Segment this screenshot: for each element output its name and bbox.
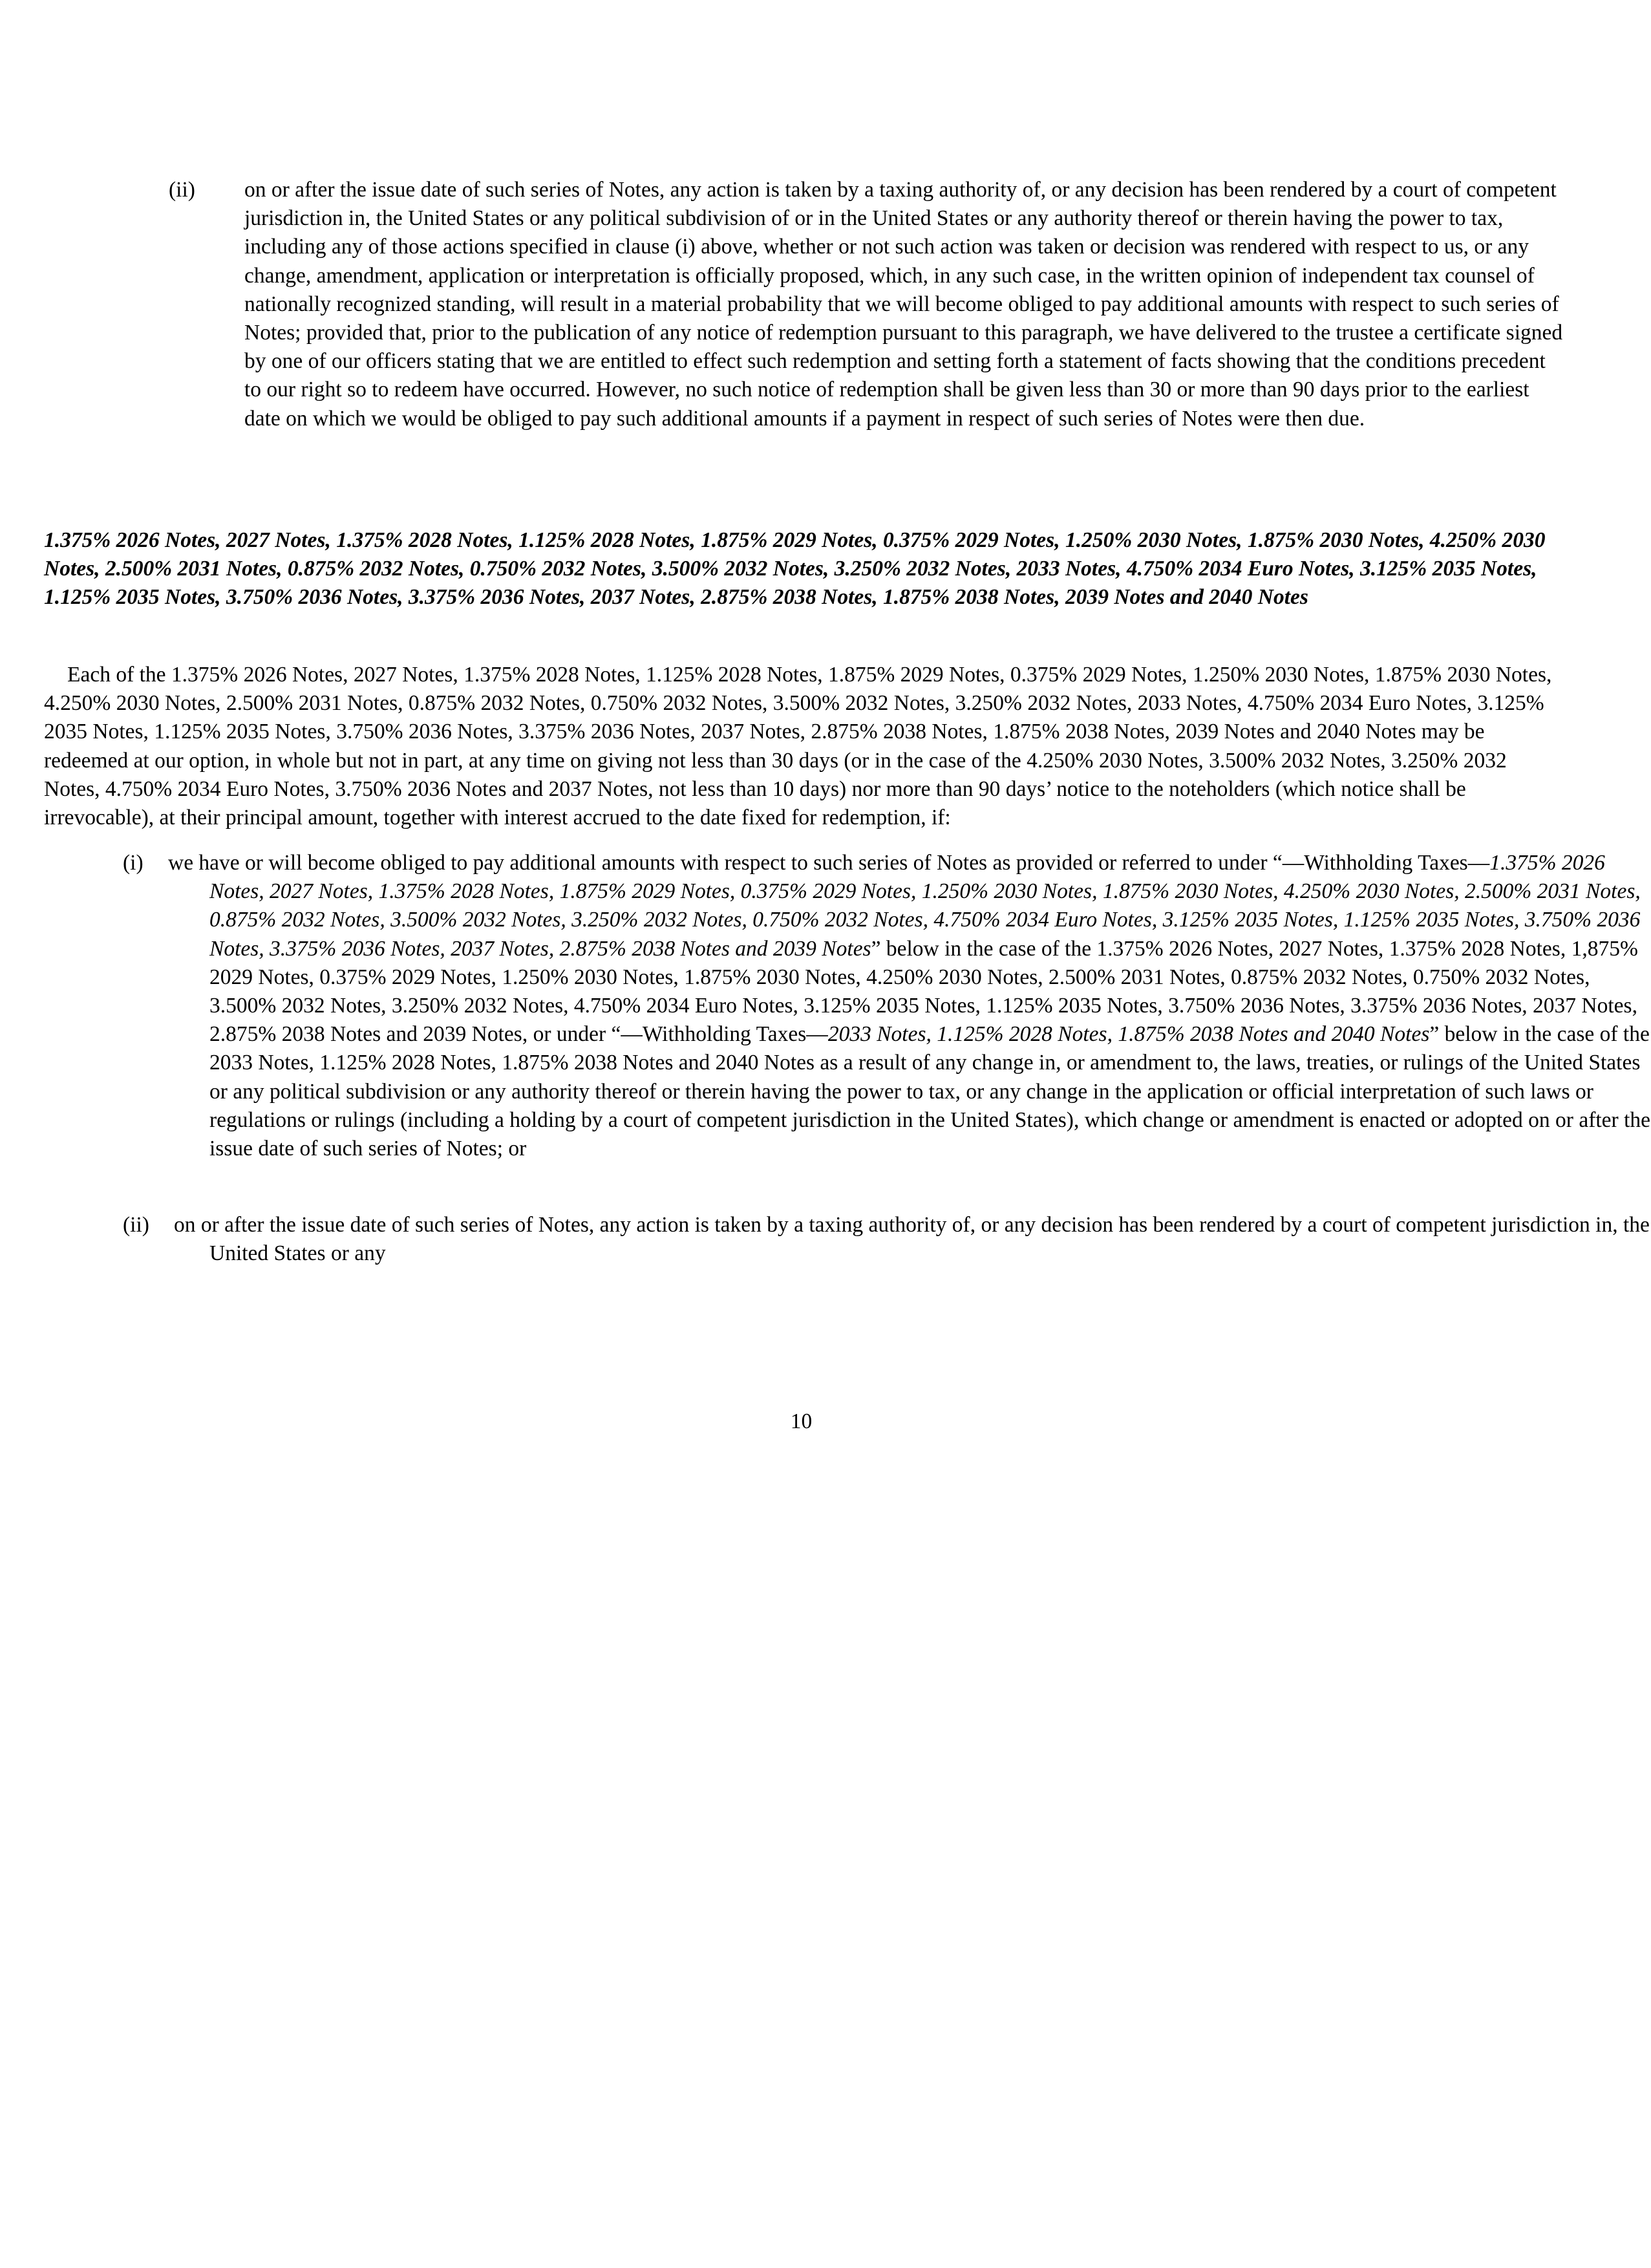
list-text-italic: 2033 Notes, 1.125% 2028 Notes, 1.875% 2038 Notes and 2040 Notes [827, 1022, 1430, 1047]
redemption-paragraph: Each of the 1.375% 2026 Notes, 2027 Notes, 1.375% 2028 Notes, 1.125% 2028 Notes, 1.875% 2029 Notes, 0.375% 2029 Notes, 1.250% 2030 Notes, 1.875% 2030 Notes, 4.250% 2030 Notes, 2.500% 2031 Notes, 0.875% 2032 Notes, 0.750% 2032 Notes, 3.500% 2032 Notes, 3.250% 2032 Notes, 2033 Notes, 4.750% 2034 Euro Notes, 3.125% 2035 Notes, 1.125% 2035 Notes, 3.750% 2036 Notes, 3.375% 2036 Notes, 2037 Notes, 2.875% 2038 Notes, 1.875% 2038 Notes, 2039 Notes and 2040 Notes may be redeemed at our option, in whole but not in part, at any time on giving not less than 30 days (or in the case of the 4.250% 2030 Notes, 3.500% 2032 Notes, 3.250% 2032 Notes, 4.750% 2034 Euro Notes, 3.750% 2036 Notes and 2037 Notes, not less than 10 days) nor more than 90 days’ notice to the noteholders (which notice shall be irrevocable), at their principal amount, together with interest accrued to the date fixed for redemption, if: [44, 663, 1552, 830]
page-number: 10 [790, 1409, 813, 1433]
list-item-i [123, 849, 1651, 1163]
section-heading: 1.375% 2026 Notes, 2027 Notes, 1.375% 2028 Notes, 1.125% 2028 Notes, 1.875% 2029 Notes, 0.375% 2029 Notes, 1.250% 2030 Notes, 1.875% 2030 Notes, 4.250% 2030 Notes, 2.500% 2031 Notes, 0.875% 2032 Notes, 0.750% 2032 Notes, 3.500% 2032 Notes, 3.250% 2032 Notes, 2033 Notes, 4.750% 2034 Euro Notes, 3.125% 2035 Notes, 1.125% 2035 Notes, 3.750% 2036 Notes, 3.375% 2036 Notes, 2037 Notes, 2.875% 2038 Notes, 1.875% 2038 Notes, 2039 Notes and 2040 Notes [44, 528, 1546, 610]
clause-marker: (ii) [169, 178, 195, 202]
list-text: on or after the issue date of such series of Notes, any action is taken by a taxing authority of, or any decision has been rendered by a court of competent jurisdiction in, the United States or any [174, 1213, 1650, 1266]
list-marker: (ii) [123, 1213, 149, 1237]
list-text: ” below in the case of the 1.375% 2026 Notes, 2027 Notes, 1.375% 2028 Notes, 1,875% 2029 Notes, 0.375% 2029 Notes, 1.250% 2030 Notes, 1.875% 2030 Notes, 4.250% 2030 Notes, 2.500% 2031 Notes, 0.875% 2032 Notes, 0.750% 2032 Notes, 3.500% 2032 Notes, 3.250% 2032 Notes, 4.750% 2034 Euro Notes, 3.125% 2035 Notes, 1.125% 2035 Notes, 3.750% 2036 Notes, 3.375% 2036 Notes, 2037 Notes, 2.875% 2038 Notes and 2039 Notes, or under “—Withholding Taxes— [209, 936, 1638, 1047]
clause-text: on or after the issue date of such series of Notes, any action is taken by a taxing authority of, or any decision has been rendered by a court of competent jurisdiction in, the United States or any political subdivision of or in the United States or any authority thereof or therein having the power to tax, including any of those actions specified in clause (i) above, whether or not such action was taken or decision was rendered with respect to us, or any change, amendment, application or interpretation is officially proposed, which, in any such case, in the written opinion of independent tax counsel of nationally recognized standing, will result in a material probability that we will become obliged to pay additional amounts with respect to such series of Notes; provided that, prior to the publication of any notice of redemption pursuant to this paragraph, we have delivered to the trustee a certificate signed by one of our officers stating that we are entitled to effect such redemption and setting forth a statement of facts showing that the conditions precedent to our right so to redeem have occurred. However, no such notice of redemption shall be given less than 30 or more than 90 days prior to the earliest date on which we would be obliged to pay such additional amounts if a payment in respect of such series of Notes were then due. [244, 178, 1563, 431]
list-item-ii [123, 1211, 1651, 1268]
clause-ii-continued [169, 176, 1565, 433]
list-text: ” below in the case of the 2033 Notes, 1.125% 2028 Notes, 1.875% 2038 Notes and 2040 Notes as a result of any change in, or amendment to, the laws, treaties, or rulings of the United States or any political subdivision or any authority thereof or therein having the power to tax, or any change in the application or official interpretation of such laws or regulations or rulings (including a holding by a court of competent jurisdiction in the United States), which change or amendment is enacted or adopted on or after the issue date of such series of Notes; or [209, 1022, 1650, 1161]
list-text-italic: 1.375% 2026 Notes, 2027 Notes, 1.375% 2028 Notes, 1.875% 2029 Notes, 0.375% 2029 Notes, 1.250% 2030 Notes, 1.875% 2030 Notes, 4.250% 2030 Notes, 2.500% 2031 Notes, 0.875% 2032 Notes, 3.500% 2032 Notes, 3.250% 2032 Notes, 0.750% 2032 Notes, 4.750% 2034 Euro Notes, 3.125% 2035 Notes, 1.125% 2035 Notes, 3.750% 2036 Notes, 3.375% 2036 Notes, 2037 Notes, 2.875% 2038 Notes and 2039 Notes [209, 851, 1641, 961]
list-marker: (i) [123, 851, 144, 875]
list-text: we have or will become obliged to pay additional amounts with respect to such series of Notes as provided or referred to under “—Withholding Taxes— [168, 851, 1490, 875]
